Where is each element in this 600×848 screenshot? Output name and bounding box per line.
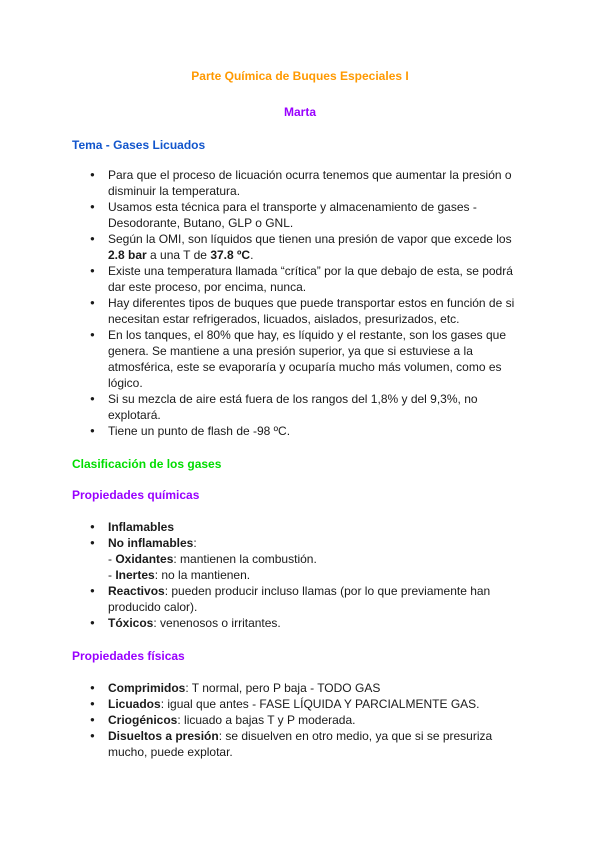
- pressure-value: 2.8 bar: [108, 248, 147, 262]
- term-inertes: Inertes: [115, 568, 155, 582]
- list-item: [108, 391, 526, 423]
- list-item-text: Tiene un punto de flash de -98 ºC.: [108, 424, 291, 438]
- list-item-text: Hay diferentes tipos de buques que puede transportar estos en función de si necesitan estar refrigerados, licuados, aislados, presurizados, etc.: [108, 296, 515, 326]
- list-item: [108, 535, 526, 583]
- list-item-text: : venenosos o irritantes.: [153, 616, 281, 630]
- list-item-text: Según la OMI, son líquidos que tienen una presión de vapor que excede los: [108, 232, 512, 246]
- list-item: [108, 583, 526, 615]
- list-item: [108, 423, 526, 439]
- section-heading-fisicas: Propiedades físicas: [72, 649, 185, 663]
- term-inflamables: Inflamables: [108, 520, 175, 534]
- list-item: [108, 712, 526, 728]
- list-item-text: En los tanques, el 80% que hay, es líquido y el restante, son los gases que genera. Se mantiene a una presión superior, ya que si estuviese a la atmosférica, este se evaporaría y ocuparía mucho más volumen, como es lógico.: [108, 328, 507, 390]
- list-item-text: : se disuelven en otro medio, ya que si se presuriza mucho, puede explotar.: [108, 729, 493, 759]
- list-item-text: .: [250, 248, 254, 262]
- list-item-text: Si su mezcla de aire está fuera de los rangos del 1,8% y del 9,3%, no explotará.: [108, 392, 478, 422]
- section-heading-tema: Tema - Gases Licuados: [72, 138, 206, 152]
- document-title: Parte Química de Buques Especiales I: [191, 69, 409, 83]
- list-item: [108, 327, 526, 391]
- sub-item-oxidantes: [108, 551, 526, 567]
- list-item: [108, 696, 526, 712]
- list-item-text: : igual que antes - FASE LÍQUIDA Y PARCIALMENTE GAS.: [160, 697, 480, 711]
- term-no-inflamables: No inflamables: [108, 536, 194, 550]
- list-item: [108, 615, 526, 631]
- list-item-text: : T normal, pero P baja - TODO GAS: [185, 681, 381, 695]
- list-item: [108, 231, 526, 263]
- list-item-text: Usamos esta técnica para el transporte y almacenamiento de gases - Desodorante, Butano, GLP o GNL.: [108, 200, 477, 230]
- list-item: [108, 519, 526, 535]
- term-reactivos: Reactivos: [108, 584, 165, 598]
- term-criogenicos: Criogénicos: [108, 713, 178, 727]
- temperature-value: 37.8 ºC: [210, 248, 251, 262]
- fisicas-bullet-list: [108, 680, 526, 760]
- list-item-text: a una T de: [146, 248, 211, 262]
- list-item-text: Existe una temperatura llamada “crítica” por la que debajo de esta, se podrá dar este proceso, por encima, nunca.: [108, 264, 513, 294]
- section-heading-quimicas: Propiedades químicas: [72, 488, 200, 502]
- quimicas-bullet-list: [108, 519, 526, 631]
- list-item: [108, 295, 526, 327]
- sub-item-dash: -: [108, 568, 116, 582]
- list-item-text: : licuado a bajas T y P moderada.: [177, 713, 356, 727]
- term-disueltos: Disueltos a presión: [108, 729, 219, 743]
- list-item: [108, 263, 526, 295]
- list-item-text: Para que el proceso de licuación ocurra tenemos que aumentar la presión o disminuir la temperatura.: [108, 168, 512, 198]
- term-comprimidos: Comprimidos: [108, 681, 186, 695]
- sub-item-text: : mantienen la combustión.: [173, 552, 317, 566]
- term-colon: :: [193, 536, 197, 550]
- sub-item-text: : no la mantienen.: [154, 568, 251, 582]
- document-author: Marta: [283, 105, 316, 119]
- term-toxicos: Tóxicos: [108, 616, 154, 630]
- list-item-text: : pueden producir incluso llamas (por lo que previamente han producido calor).: [108, 584, 491, 614]
- sub-item-dash: -: [108, 552, 116, 566]
- list-item: [108, 199, 526, 231]
- term-licuados: Licuados: [108, 697, 161, 711]
- tema-bullet-list: [108, 167, 526, 439]
- section-heading-clasificacion: Clasificación de los gases: [72, 457, 222, 471]
- list-item: [108, 167, 526, 199]
- list-item: [108, 728, 526, 760]
- sub-item-inertes: [108, 567, 526, 583]
- list-item: [108, 680, 526, 696]
- term-oxidantes: Oxidantes: [115, 552, 174, 566]
